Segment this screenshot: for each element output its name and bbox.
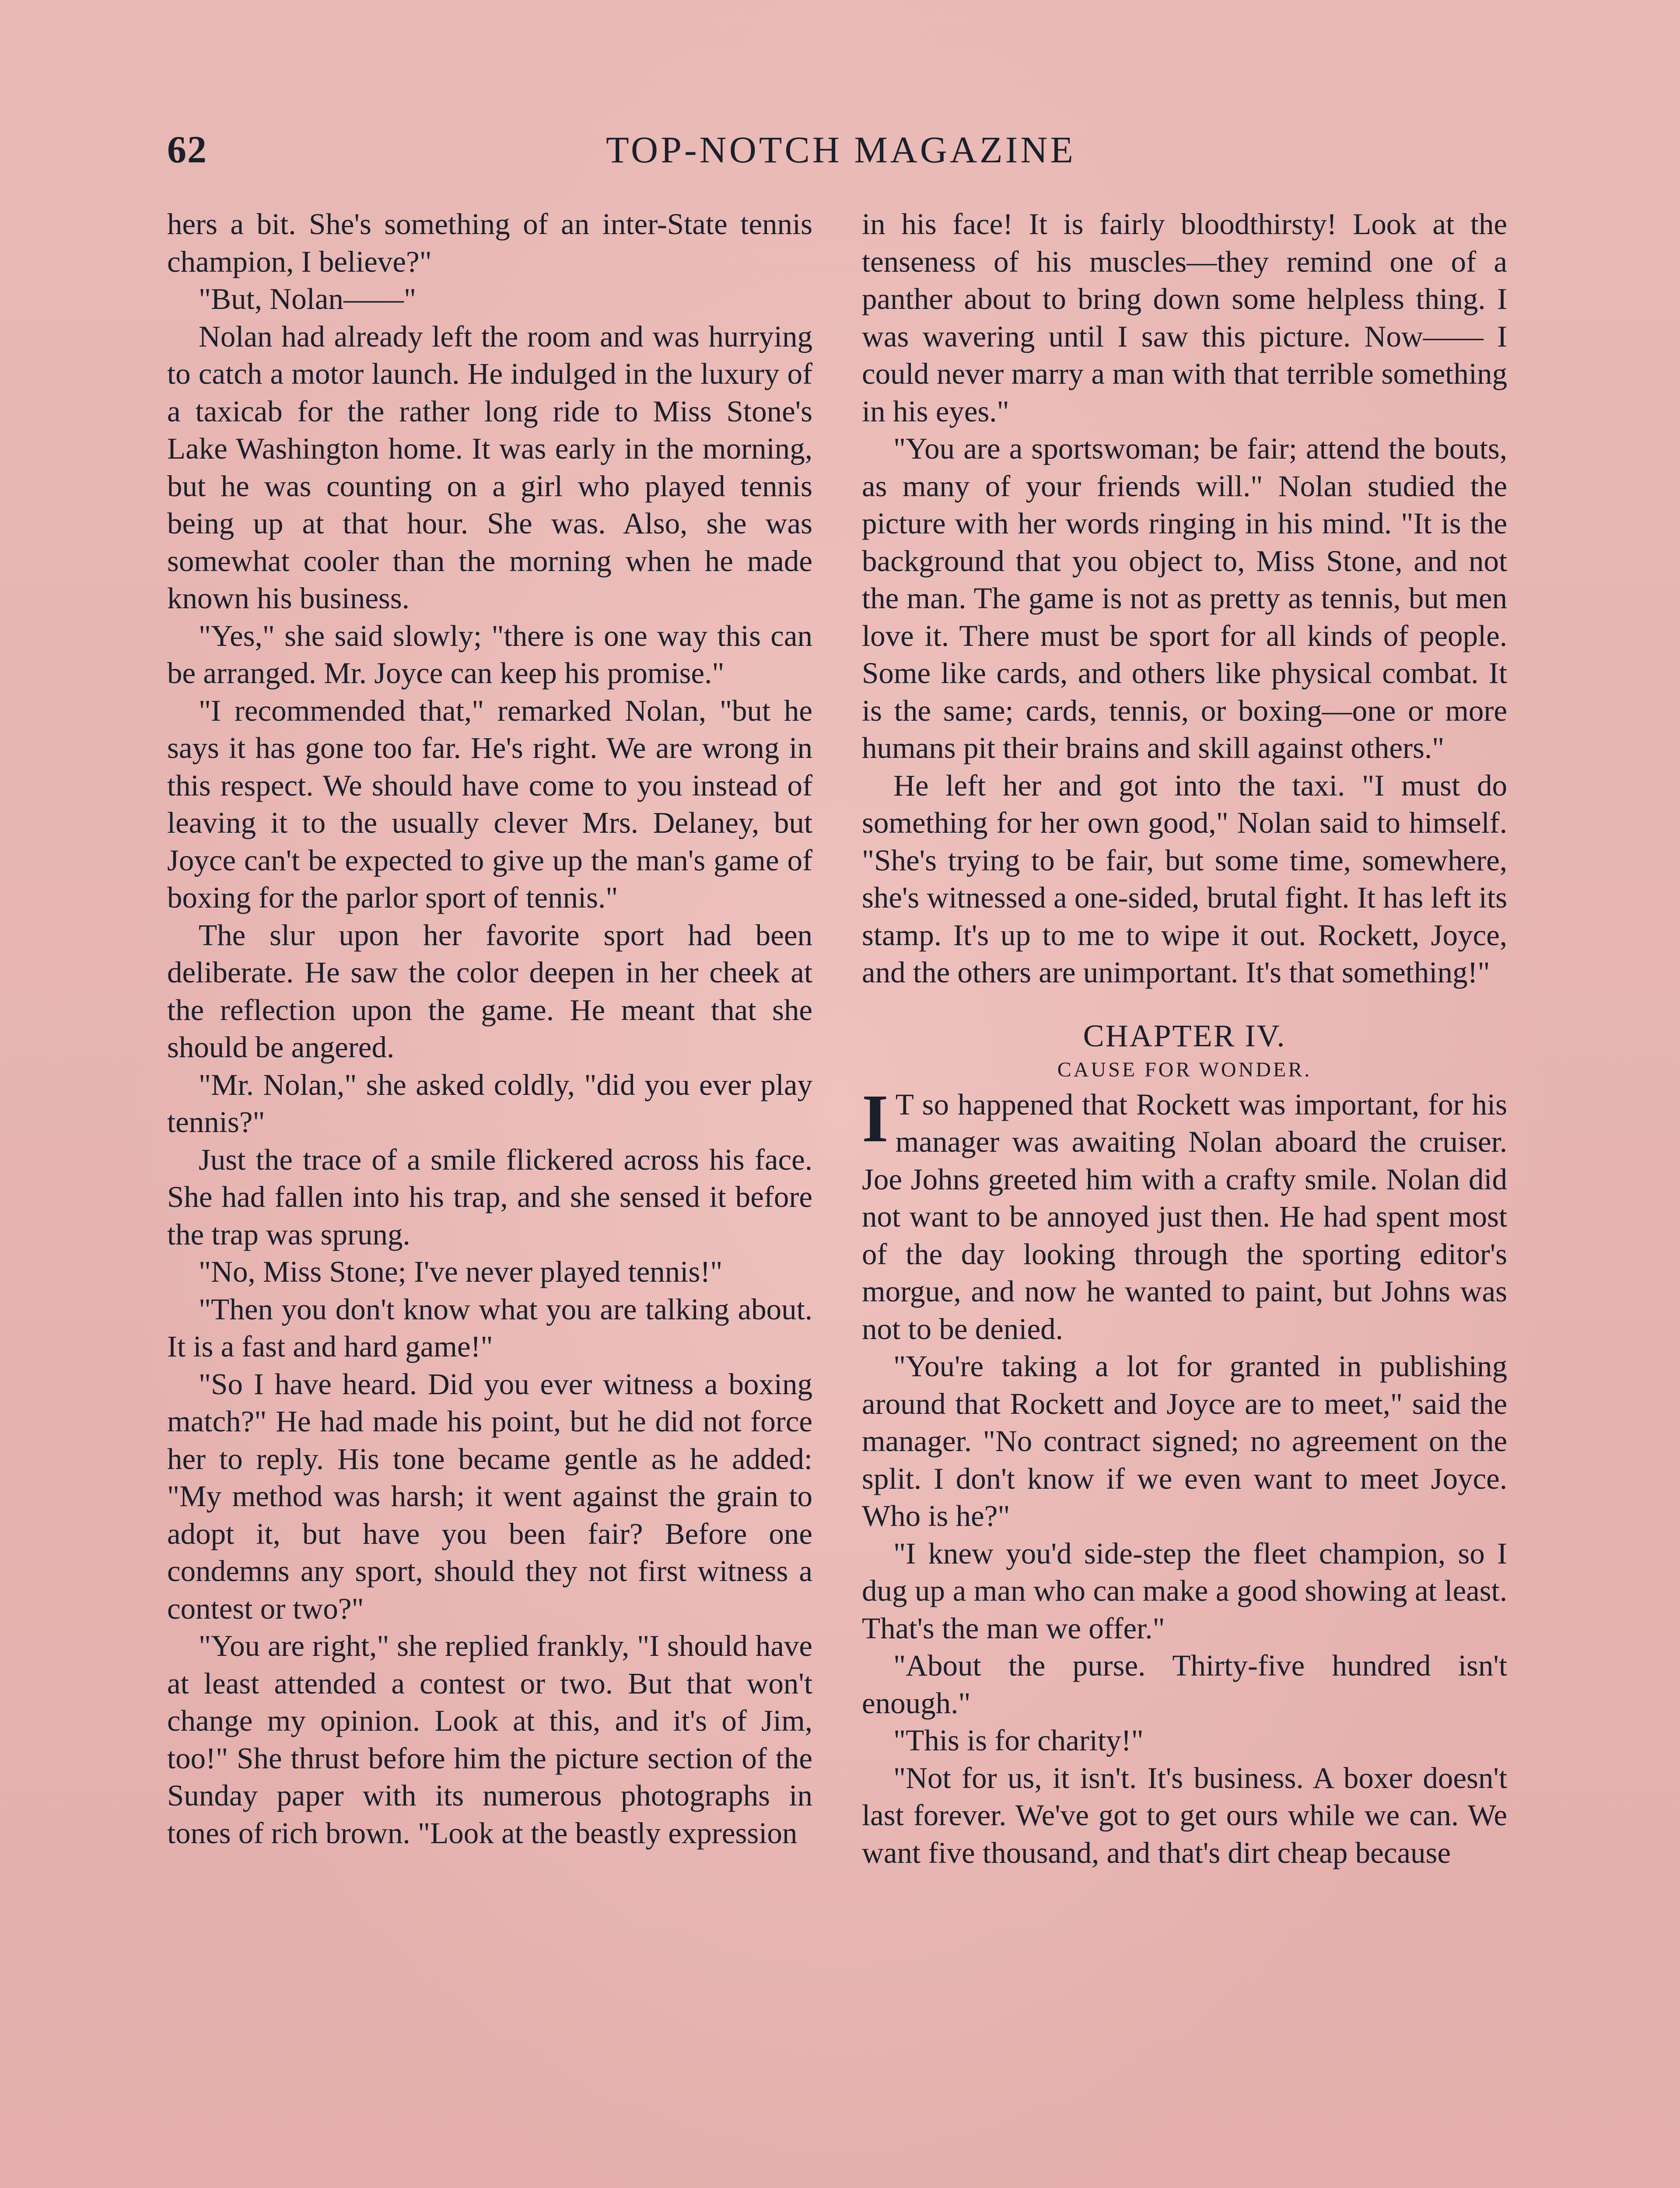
right-column [862, 206, 1507, 1872]
drop-cap: I [862, 1080, 889, 1156]
paragraph: "About the purse. Thirty-five hundred isn't enough." [862, 1649, 1507, 1720]
paragraph: Nolan had already left the room and was hurrying to catch a motor launch. He indulged in the luxury of a taxicab for the rather long ride to Miss Stone's Lake Washington home. It was early in the morning, but he was counting on a girl who played tennis being up at that hour. She was. Also, she was somewhat cooler than the morning when he made known his business. [167, 319, 812, 615]
paragraph: The slur upon her favorite sport had been deliberate. He saw the color deepen in her cheek at the reflection upon the game. He meant that she should be angered. [167, 918, 812, 1064]
paragraph: in his face! It is fairly bloodthirsty! Look at the tenseness of his muscles—they remind one of a panther about to bring down some helpless thing. I was wavering until I saw this picture. Now—— I could never marry a man with that terrible something in his eyes." [862, 207, 1507, 428]
paragraph: "Then you don't know what you are talking about. It is a fast and hard game!" [167, 1292, 812, 1363]
paragraph: "I knew you'd side-step the fleet champion, so I dug up a man who can make a good showing at least. That's the man we offer." [862, 1536, 1507, 1645]
paragraph: "I recommended that," remarked Nolan, "but he says it has gone too far. He's right. We are wrong in this respect. We should have come to you instead of leaving it to the usually clever Mrs. Delaney, but Joyce can't be expected to give up the man's game of boxing for the parlor sport of tennis." [167, 694, 812, 914]
chapter-subtitle: CAUSE FOR WONDER. [1057, 1058, 1312, 1081]
paragraph: "You are a sportswoman; be fair; attend the bouts, as many of your friends will." Nolan studied the picture with her words ringing in his mind. "It is the background that you object to, Miss Stone, and not the man. The game is not as pretty as tennis, but men love it. There must be sport for all kinds of people. Some like cards, and others like physical combat. It is the same; cards, tennis, or boxing—one or more humans pit their brains and skill against others." [862, 432, 1507, 764]
paragraph: "So I have heard. Did you ever witness a boxing match?" He had made his point, but he did not force her to reply. His tone became gentle as he added: "My method was harsh; it went against the grain to adopt it, but have you been fair? Before one condemns any sport, should they not first witness a contest or two?" [167, 1367, 812, 1625]
paragraph: "Not for us, it isn't. It's business. A boxer doesn't last forever. We've got to get ours while we can. We want five thousand, and that's dirt cheap because [862, 1761, 1507, 1869]
left-column [167, 206, 812, 1852]
chapter-opening-paragraph [862, 1080, 1507, 1348]
paragraph: "But, Nolan——" [199, 282, 416, 316]
paragraph: hers a bit. She's something of an inter-State tennis champion, I believe?" [167, 207, 812, 278]
paragraph: "Mr. Nolan," she asked coldly, "did you ever play tennis?" [167, 1068, 812, 1139]
chapter-opening-text: T so happened that Rockett was important, for his manager was awaiting Nolan aboard the cruiser. Joe Johns greeted him with a crafty smile. Nolan did not want to be annoyed just then. He had spent most of the day looking through the sporting editor's morgue, and now he wanted to paint, but Johns was not to be denied. [862, 1087, 1507, 1346]
paragraph: "No, Miss Stone; I've never played tennis!" [199, 1255, 723, 1288]
page-header [167, 128, 1515, 176]
paragraph: He left her and got into the taxi. "I must do something for her own good," Nolan said to himself. "She's trying to be fair, but some time, somewhere, she's witnessed a one-sided, brutal fight. It has left its stamp. It's up to me to wipe it out. Rockett, Joyce, and the others are unimportant. It's that something!" [862, 768, 1507, 989]
paragraph: "This is for charity!" [893, 1724, 1144, 1757]
paragraph: "Yes," she said slowly; "there is one way this can be arranged. Mr. Joyce can keep his promise." [167, 619, 812, 690]
paragraph: "You are right," she replied frankly, "I should have at least attended a contest or two. But that won't change my opinion. Look at this, and it's of Jim, too!" She thrust before him the picture section of the Sunday paper with its numerous photographs in tones of rich brown. "Look at the beastly expression [167, 1629, 812, 1850]
page-number: 62 [167, 129, 207, 171]
paragraph: "You're taking a lot for granted in publishing around that Rockett and Joyce are to meet," said the manager. "No contract signed; no agreement on the split. I don't know if we even want to meet Joyce. Who is he?" [862, 1350, 1507, 1532]
paragraph: Just the trace of a smile flickered across his face. She had fallen into his trap, and she sensed it before the trap was sprung. [167, 1143, 812, 1251]
running-head: TOP-NOTCH MAGAZINE [606, 129, 1076, 171]
chapter-title: CHAPTER IV. [1083, 1018, 1286, 1053]
